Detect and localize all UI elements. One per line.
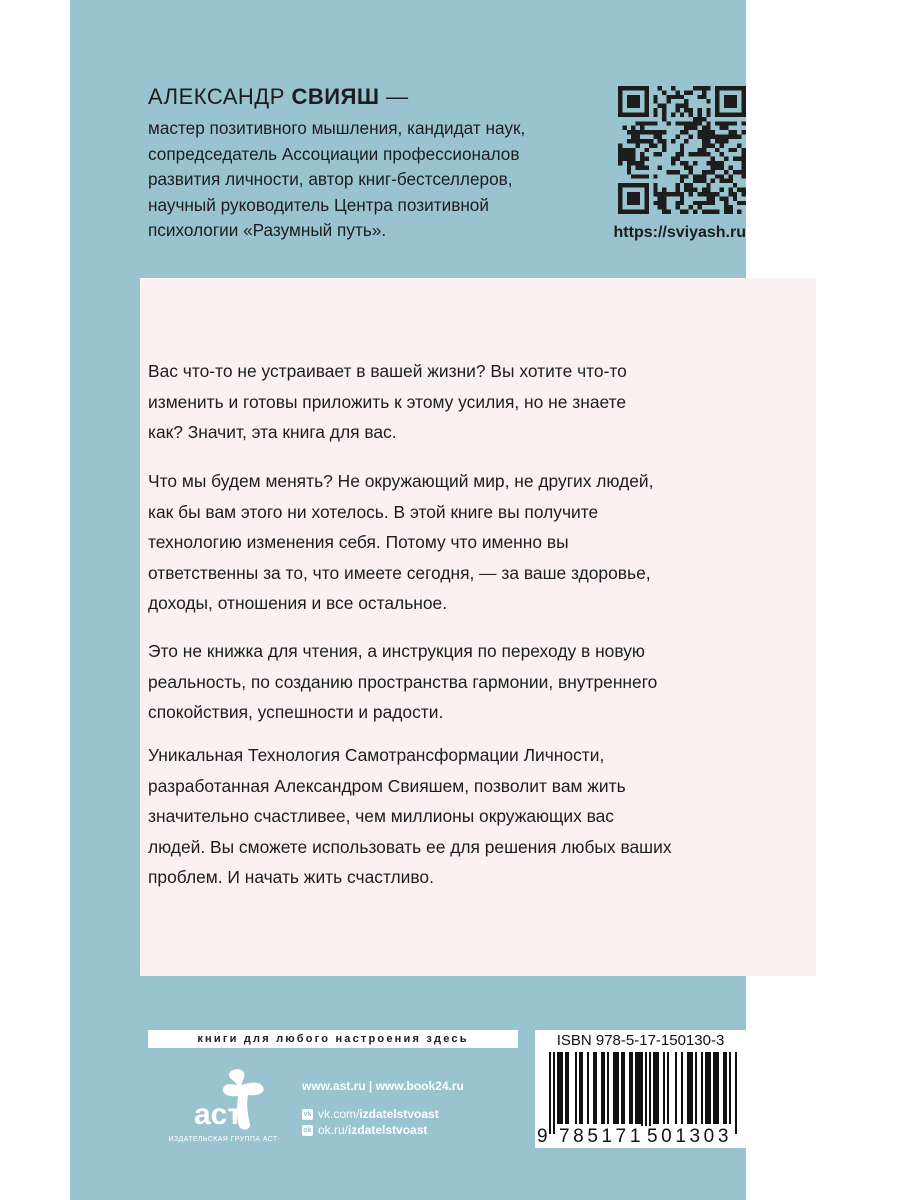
qr-code-graphic bbox=[618, 86, 746, 214]
barcode-bar bbox=[561, 1052, 563, 1124]
barcode-bar bbox=[655, 1052, 657, 1124]
barcode-bar bbox=[623, 1052, 625, 1124]
text-line: разработанная Александром Свияшем, позволит вам жить bbox=[148, 775, 626, 796]
text-line: изменить и готовы приложить к этому усилия, но не знаете bbox=[148, 391, 627, 412]
ast-logo[interactable] bbox=[170, 1066, 280, 1136]
barcode-bar bbox=[639, 1052, 641, 1124]
barcode-bar bbox=[595, 1052, 597, 1124]
barcode-bar bbox=[657, 1052, 659, 1124]
author-bio bbox=[148, 116, 588, 244]
barcode-bar bbox=[653, 1052, 655, 1124]
tagline-bar: книги для любого настроения здесь bbox=[148, 1030, 518, 1048]
text-line: Вас что-то не устраивает в вашей жизни? Вы хотите что-то bbox=[148, 361, 627, 381]
publisher-links bbox=[302, 1078, 464, 1138]
barcode-bar bbox=[691, 1052, 693, 1124]
vk-link[interactable] bbox=[302, 1106, 464, 1122]
barcode bbox=[549, 1052, 739, 1134]
barcode-bar bbox=[549, 1052, 551, 1134]
author-bio-line: развития личности, автор книг-бестселлеров, bbox=[148, 169, 513, 189]
barcode-bar bbox=[557, 1052, 559, 1124]
description-paragraph bbox=[148, 636, 728, 728]
barcode-group-left: 785171 bbox=[559, 1126, 645, 1147]
barcode-bar bbox=[667, 1052, 669, 1124]
description-paragraph bbox=[148, 466, 728, 619]
author-bio-line: мастер позитивного мышления, кандидат наук, bbox=[148, 118, 526, 138]
text-line: ответственны за то, что имеете сегодня, — за ваше здоровье, bbox=[148, 562, 651, 583]
author-first-name: АЛЕКСАНДР bbox=[148, 84, 285, 109]
barcode-bar bbox=[607, 1052, 609, 1124]
ok-prefix: ok.ru/ bbox=[318, 1123, 349, 1137]
barcode-bar bbox=[581, 1052, 583, 1124]
barcode-bar bbox=[707, 1052, 709, 1124]
barcode-bar bbox=[645, 1052, 647, 1134]
barcode-bar bbox=[713, 1052, 715, 1124]
barcode-bar bbox=[621, 1052, 623, 1124]
barcode-bar bbox=[617, 1052, 619, 1124]
barcode-bar bbox=[629, 1052, 631, 1124]
author-bio-line: сопредседатель Ассоциации профессионалов bbox=[148, 143, 520, 164]
barcode-bar bbox=[715, 1052, 717, 1124]
author-bio-line: психологии «Разумный путь». bbox=[148, 220, 387, 240]
qr-code[interactable] bbox=[618, 86, 746, 214]
barcode-bar bbox=[649, 1052, 651, 1134]
text-line: проблем. И начать жить счастливо. bbox=[148, 867, 434, 888]
barcode-bar bbox=[615, 1052, 617, 1124]
isbn-label: ISBN 978-5-17-150130-3 bbox=[556, 1032, 725, 1049]
barcode-bar bbox=[553, 1052, 555, 1134]
barcode-bar bbox=[723, 1052, 725, 1124]
barcode-bar bbox=[675, 1052, 677, 1124]
text-line: как? Значит, эта книга для вас. bbox=[148, 422, 397, 443]
barcode-group-right: 501303 bbox=[647, 1126, 733, 1147]
text-line: Уникальная Технология Самотрансформации Личности, bbox=[148, 745, 605, 765]
barcode-bar bbox=[575, 1052, 577, 1124]
ok-handle: izdatelstvoast bbox=[348, 1123, 428, 1137]
text-line: Что мы будем менять? Не окружающий мир, не других людей, bbox=[148, 471, 654, 491]
barcode-bar bbox=[601, 1052, 603, 1124]
ast-logo-text: аст bbox=[194, 1098, 243, 1131]
text-line: как бы вам этого ни хотелось. В этой книге вы получите bbox=[148, 501, 599, 522]
barcode-bar bbox=[641, 1052, 643, 1134]
author-last-name: СВИЯШ bbox=[291, 84, 380, 109]
barcode-bar bbox=[735, 1052, 737, 1134]
vk-handle: izdatelstvoast bbox=[359, 1107, 439, 1121]
barcode-bar bbox=[725, 1052, 727, 1124]
author-dash: — bbox=[386, 84, 409, 109]
barcode-bar bbox=[687, 1052, 689, 1124]
text-line: спокойствия, успешности и радости. bbox=[148, 702, 444, 723]
barcode-bar bbox=[579, 1052, 581, 1124]
barcode-bar bbox=[631, 1052, 633, 1124]
barcode-bar bbox=[663, 1052, 665, 1124]
barcode-bar bbox=[587, 1052, 589, 1124]
barcode-bar bbox=[613, 1052, 615, 1124]
text-line: значительно счастливее, чем миллионы окружающих вас bbox=[148, 806, 615, 827]
cover-background bbox=[70, 0, 746, 1200]
barcode-bar bbox=[593, 1052, 595, 1124]
text-line: реальность, по созданию пространства гармонии, внутреннего bbox=[148, 671, 658, 692]
publisher-name: ИЗДАТЕЛЬСКАЯ ГРУППА АСТ bbox=[168, 1136, 278, 1143]
barcode-bar bbox=[701, 1052, 703, 1124]
vk-icon: vk bbox=[303, 1110, 312, 1118]
barcode-bar bbox=[717, 1052, 719, 1124]
barcode-bar bbox=[559, 1052, 561, 1124]
barcode-bar bbox=[681, 1052, 683, 1124]
author-website-link[interactable]: https://sviyash.ru bbox=[613, 224, 746, 241]
text-line: доходы, отношения и все остальное. bbox=[148, 593, 448, 614]
barcode-bar bbox=[603, 1052, 605, 1124]
barcode-digits bbox=[535, 1126, 746, 1148]
isbn-barcode-box bbox=[535, 1030, 746, 1148]
vk-prefix: vk.com/ bbox=[318, 1107, 360, 1121]
barcode-bar bbox=[565, 1052, 567, 1124]
barcode-bar bbox=[705, 1052, 707, 1124]
author-block bbox=[148, 82, 588, 244]
author-name bbox=[148, 82, 588, 112]
barcode-bars bbox=[549, 1052, 739, 1134]
ok-icon: ok bbox=[303, 1126, 312, 1134]
ast-logo-icon bbox=[170, 1066, 280, 1136]
barcode-bar bbox=[637, 1052, 639, 1124]
barcode-bar bbox=[729, 1052, 731, 1124]
barcode-bar bbox=[567, 1052, 569, 1124]
text-line: технологию изменения себя. Потому что именно вы bbox=[148, 532, 569, 553]
barcode-bar bbox=[709, 1052, 711, 1124]
description-paragraph bbox=[148, 356, 728, 448]
author-bio-line: научный руководитель Центра позитивной bbox=[148, 194, 489, 215]
web-links[interactable]: www.ast.ru | www.book24.ru bbox=[302, 1079, 464, 1093]
ok-link[interactable] bbox=[302, 1122, 464, 1138]
barcode-bar bbox=[695, 1052, 697, 1124]
barcode-bar bbox=[689, 1052, 691, 1124]
description-paragraph bbox=[148, 740, 728, 893]
barcode-first-digit: 9 bbox=[537, 1126, 548, 1147]
text-line: людей. Вы сможете использовать ее для решения любых ваших bbox=[148, 836, 672, 857]
barcode-bar bbox=[635, 1052, 637, 1124]
text-line: Это не книжка для чтения, а инструкция по переходу в новую bbox=[148, 641, 645, 661]
